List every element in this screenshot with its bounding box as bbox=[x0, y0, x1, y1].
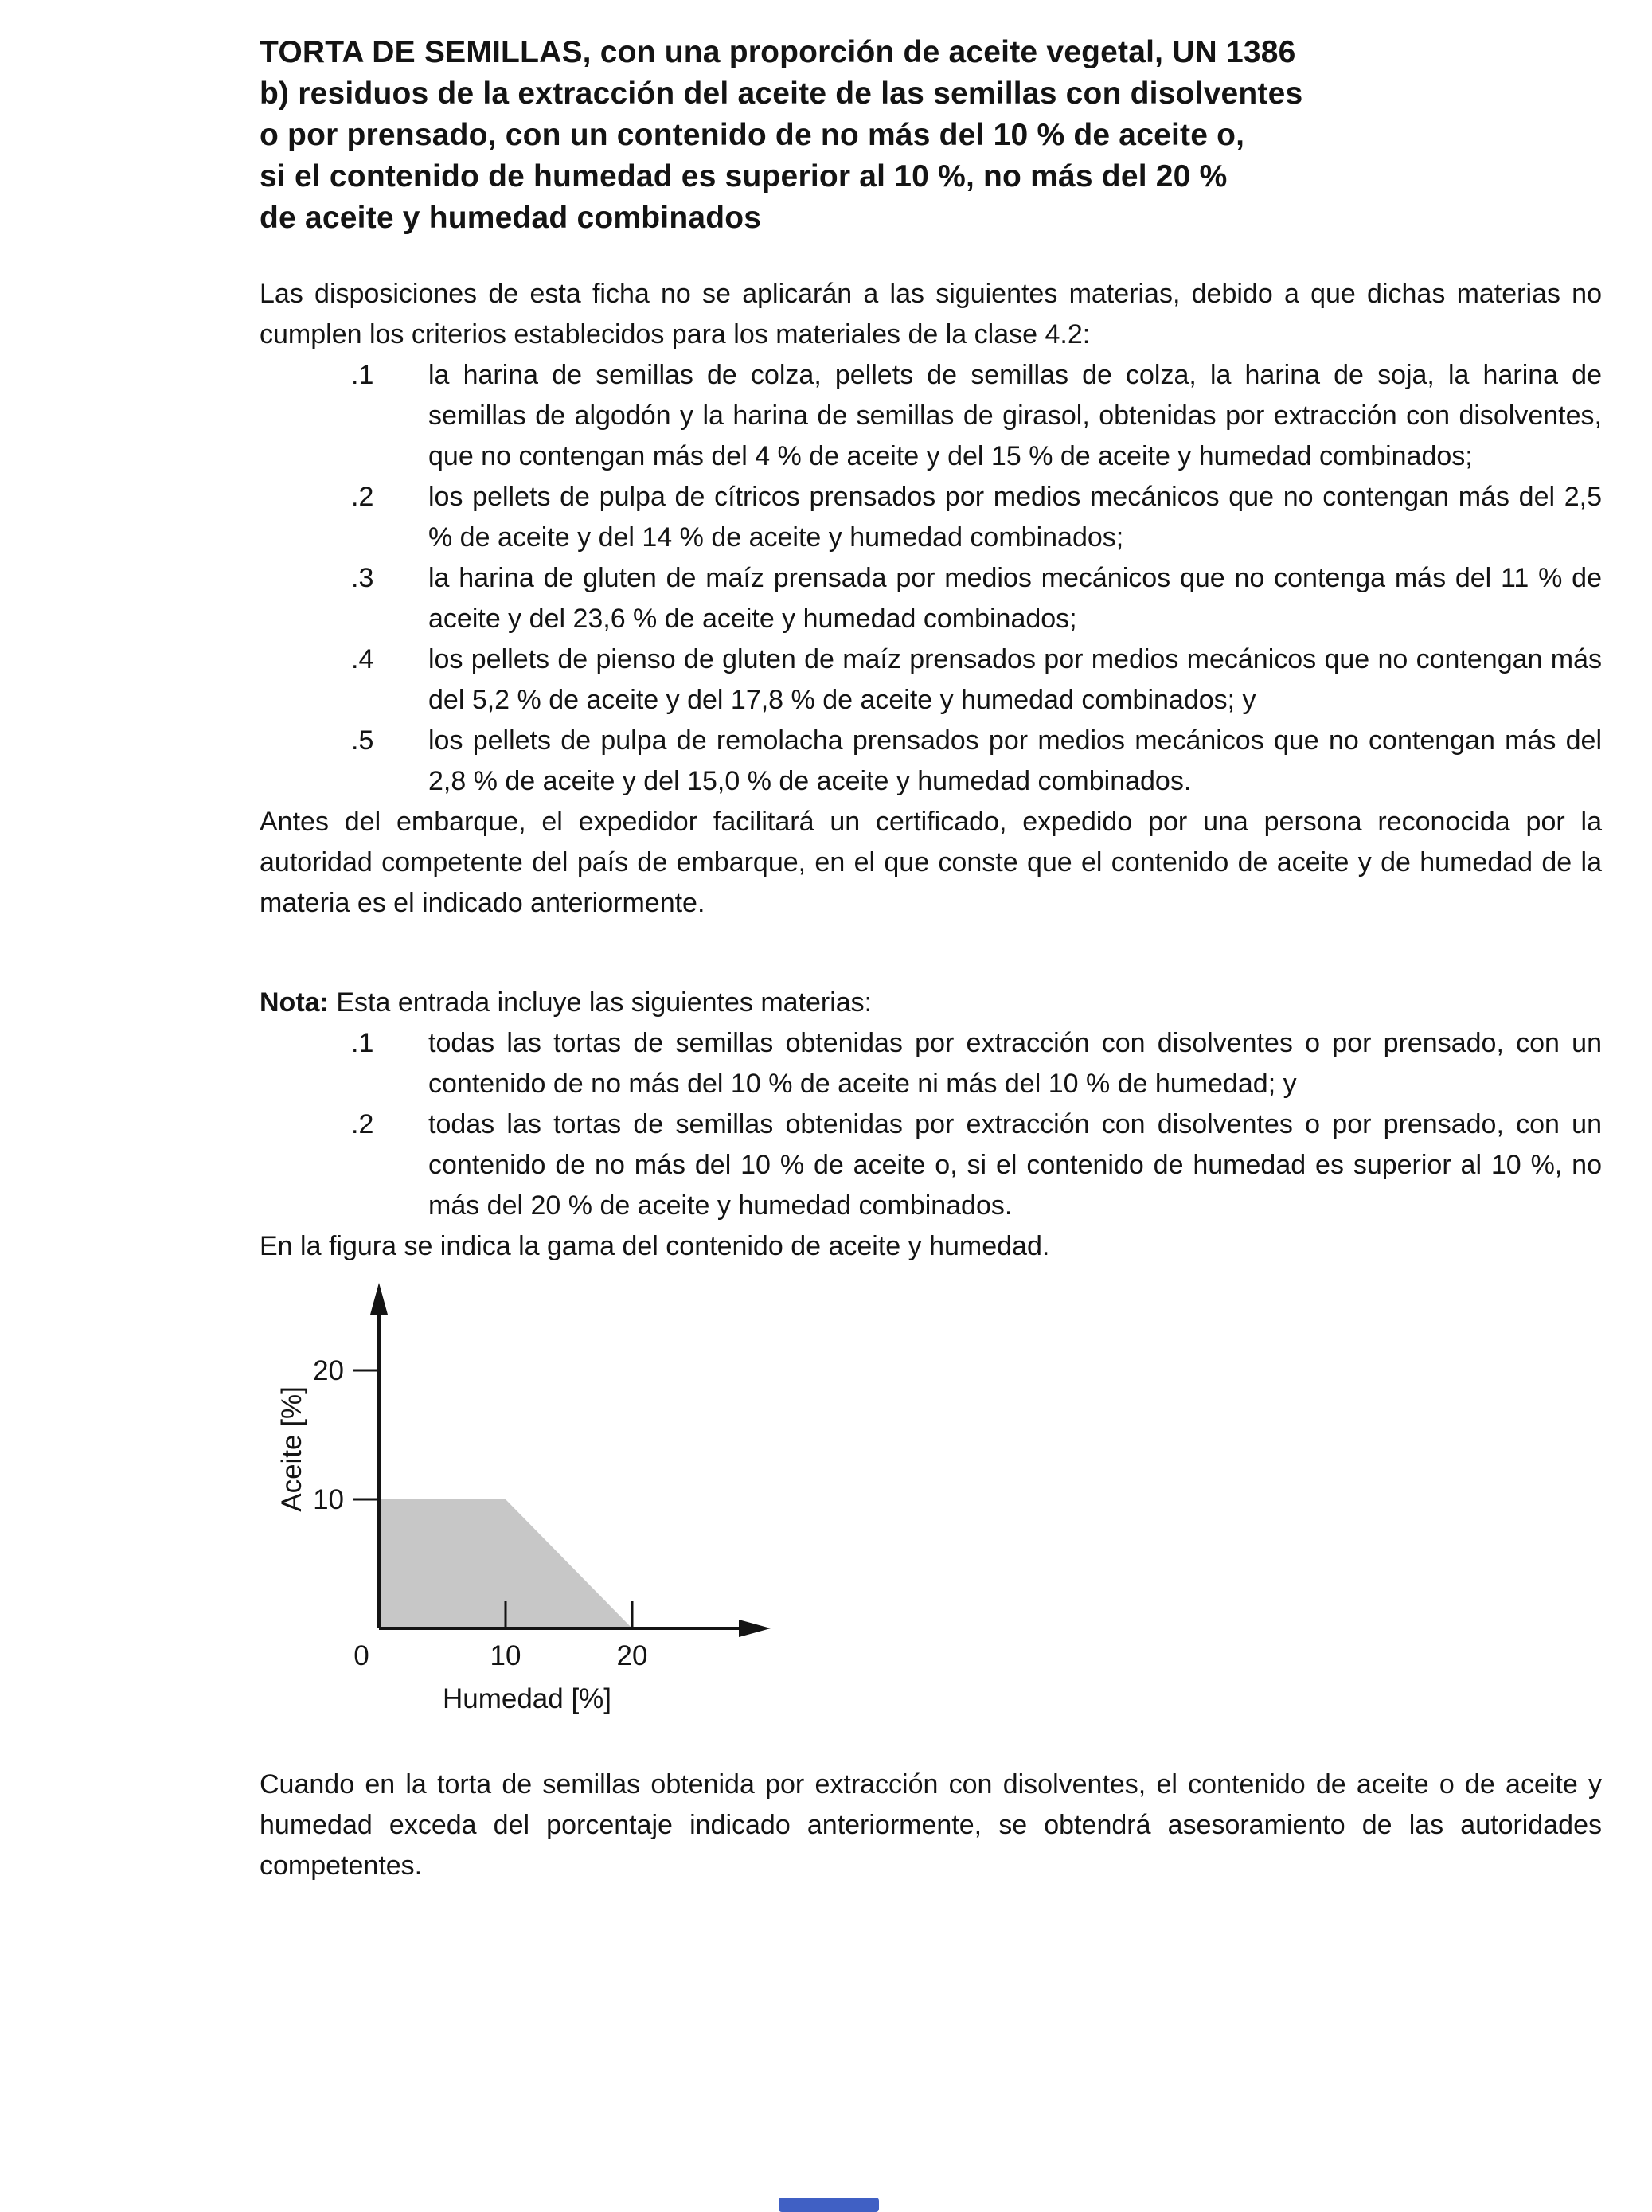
page-bottom-marker bbox=[779, 2198, 879, 2212]
list-item-marker: .2 bbox=[351, 482, 374, 512]
title-line: o por prensado, con un contenido de no más del 10 % de aceite o, bbox=[260, 118, 1245, 152]
note-paragraph bbox=[260, 983, 1602, 1023]
figure-intro: En la figura se indica la gama del contenido de aceite y humedad. bbox=[260, 1231, 1050, 1261]
list-item bbox=[260, 1023, 1602, 1104]
list-item-marker: .2 bbox=[351, 1109, 374, 1139]
title-line: si el contenido de humedad es superior al 10 %, no más del 20 % bbox=[260, 159, 1228, 193]
list-item-marker: .3 bbox=[351, 563, 374, 593]
chart-canvas bbox=[260, 1278, 817, 1724]
humidity-oil-chart bbox=[260, 1278, 817, 1728]
y-tick-label: 10 bbox=[313, 1484, 344, 1515]
list-item bbox=[260, 639, 1602, 721]
list-item-text: los pellets de pulpa de cítricos prensados por medios mecánicos que no contengan más del 2,5 % de aceite y del 14 % de aceite y humedad combinados; bbox=[428, 482, 1602, 553]
list-item-text: la harina de semillas de colza, pellets de semillas de colza, la harina de soja, la harina de semillas de algodón y la harina de semillas de girasol, obtenidas por extracción con disolventes, que no contengan más del 4 % de aceite y del 15 % de aceite y humedad combinados; bbox=[428, 360, 1602, 471]
y-axis-arrow-icon bbox=[370, 1283, 388, 1315]
x-tick-label: 20 bbox=[616, 1640, 648, 1671]
document-page bbox=[260, 32, 1602, 1886]
list-item-text: los pellets de pulpa de remolacha prensados por medios mecánicos que no contengan más del 2,8 % de aceite y del 15,0 % de aceite y humedad combinados. bbox=[428, 725, 1602, 796]
list-item-marker: .1 bbox=[351, 1028, 374, 1058]
exclusion-list bbox=[260, 355, 1602, 802]
title-line: TORTA DE SEMILLAS, con una proporción de aceite vegetal, UN 1386 bbox=[260, 35, 1296, 69]
list-item-marker: .1 bbox=[351, 360, 374, 390]
list-item-text: todas las tortas de semillas obtenidas por extracción con disolventes o por prensado, con un contenido de no más del 10 % de aceite o, si el contenido de humedad es superior al 10 %, no más del 20 % de aceite y humedad combinados. bbox=[428, 1109, 1602, 1221]
list-item bbox=[260, 721, 1602, 802]
title-line: de aceite y humedad combinados bbox=[260, 201, 762, 235]
x-tick-label: 10 bbox=[490, 1640, 521, 1671]
list-item-marker: .5 bbox=[351, 725, 374, 756]
list-item bbox=[260, 558, 1602, 639]
list-item-text: los pellets de pienso de gluten de maíz prensados por medios mecánicos que no contengan más del 5,2 % de aceite y del 17,8 % de aceite y humedad combinados; y bbox=[428, 644, 1602, 715]
note-list bbox=[260, 1023, 1602, 1226]
entry-title bbox=[260, 32, 1602, 239]
list-item bbox=[260, 477, 1602, 558]
note-label: Nota: bbox=[260, 987, 329, 1018]
list-item bbox=[260, 355, 1602, 477]
list-item-text: la harina de gluten de maíz prensada por medios mecánicos que no contenga más del 11 % de aceite y del 23,6 % de aceite y humedad combinados; bbox=[428, 563, 1602, 634]
intro-paragraph: Las disposiciones de esta ficha no se aplicarán a las siguientes materias, debido a que dichas materias no cumplen los criterios establecidos para los materiales de la clase 4.2: bbox=[260, 279, 1602, 350]
list-item-marker: .4 bbox=[351, 644, 374, 674]
y-axis-label: Aceite [%] bbox=[276, 1386, 307, 1512]
x-axis-arrow-icon bbox=[739, 1620, 771, 1637]
note-intro: Esta entrada incluye las siguientes materias: bbox=[328, 987, 873, 1018]
certificate-paragraph: Antes del embarque, el expedidor facilitará un certificado, expedido por una persona reconocida por la autoridad competente del país de embarque, en el que conste que el contenido de aceite y de humedad de la materia es el indicado anteriormente. bbox=[260, 807, 1602, 918]
list-item-text: todas las tortas de semillas obtenidas por extracción con disolventes o por prensado, con un contenido de no más del 10 % de aceite ni más del 10 % de humedad; y bbox=[428, 1028, 1602, 1099]
y-tick-label: 20 bbox=[313, 1355, 344, 1386]
title-line: b) residuos de la extracción del aceite de las semillas con disolventes bbox=[260, 76, 1303, 111]
x-axis-label: Humedad [%] bbox=[442, 1683, 612, 1714]
x-tick-label: 0 bbox=[353, 1640, 369, 1671]
list-item bbox=[260, 1104, 1602, 1226]
closing-paragraph: Cuando en la torta de semillas obtenida por extracción con disolventes, el contenido de aceite o de aceite y humedad exceda del porcentaje indicado anteriormente, se obtendrá asesoramiento de las autoridades competentes. bbox=[260, 1769, 1602, 1881]
